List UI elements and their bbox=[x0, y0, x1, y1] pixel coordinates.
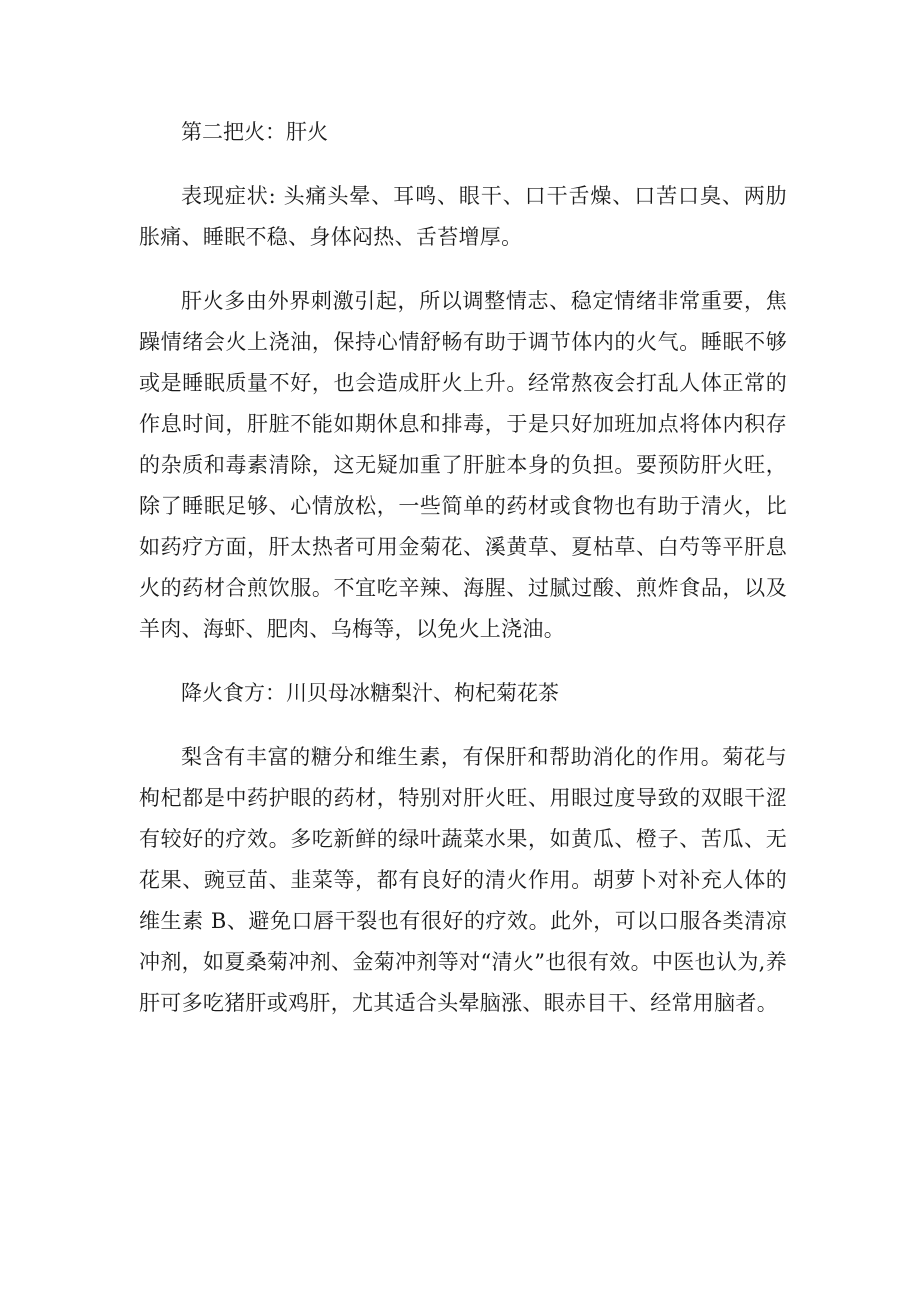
document-page bbox=[139, 112, 787, 1024]
section-heading-recipes: 降火食方：川贝母冰糖梨汁、枸杞菊花茶 bbox=[181, 681, 559, 705]
section-heading-liver-fire: 第二把火：肝火 bbox=[181, 120, 328, 144]
symptoms-paragraph: 表现症状: 头痛头晕、耳鸣、眼干、口干舌燥、口苦口臭、两肋胀痛、睡眠不稳、身体闷热、舌苔增厚。 bbox=[139, 184, 787, 249]
body-paragraph-causes: 肝火多由外界刺激引起，所以调整情志、稳定情绪非常重要，焦躁情绪会火上浇油，保持心情舒畅有助于调节体内的火气。睡眠不够或是睡眠质量不好，也会造成肝火上升。经常熬夜会打乱人体正常的作息时间，肝脏不能如期休息和排毒，于是只好加班加点将体内积存的杂质和毒素清除，这无疑加重了肝脏本身的负担。要预防肝火旺，除了睡眠足够、心情放松，一些简单的药材或食物也有助于清火，比如药疗方面，肝太热者可用金菊花、溪黄草、夏枯草、白芍等平肝息火的药材合煎饮服。不宜吃辛辣、海腥、过腻过酸、煎炸食品，以及羊肉、海虾、肥肉、乌梅等，以免火上浇油。 bbox=[139, 289, 787, 641]
body-paragraph-recipes: 梨含有丰富的糖分和维生素，有保肝和帮助消化的作用。菊花与枸杞都是中药护眼的药材，特别对肝火旺、用眼过度导致的双眼干涩有较好的疗效。多吃新鲜的绿叶蔬菜水果，如黄瓜、橙子、苦瓜、无花果、豌豆苗、韭菜等，都有良好的清火作用。胡萝卜对补充人体的维生素 B、避免口唇干裂也有很好的疗效。此外，可以口服各类清凉冲剂，如夏桑菊冲剂、金菊冲剂等对“清火”也很有效。中医也认为,养肝可多吃猪肝或鸡肝，尤其适合头晕脑涨、眼赤目干、经常用脑者。 bbox=[139, 745, 787, 1015]
